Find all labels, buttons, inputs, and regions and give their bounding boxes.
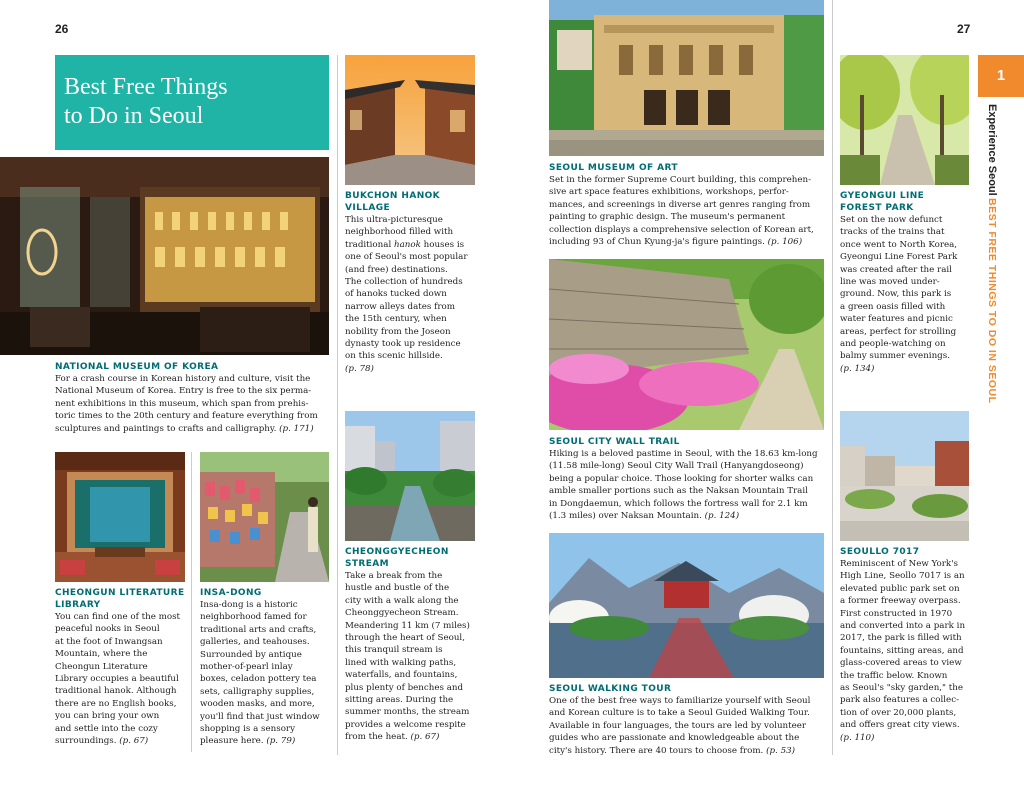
entry-heading: STREAM (345, 559, 390, 569)
entry-heading: VILLAGE (345, 203, 391, 213)
entry-line: on this scenic hillside. (345, 351, 443, 362)
entry-line: collection displays a comprehensive selection of Korean art, (549, 224, 814, 235)
entry-line: provides a welcome respite (345, 719, 466, 730)
entry-line: One of the best free ways to familiarize yourself with Seoul (549, 696, 811, 706)
entry-line: nent exhibitions in this museum, which span from prehis- (55, 398, 309, 409)
page-reference: (p. 53) (766, 745, 796, 756)
entry-line: mother-of-pearl inlay (200, 662, 293, 673)
entry-line: sets, calligraphy supplies, (200, 686, 315, 697)
entry-cheonggyecheon (345, 546, 480, 744)
entry-line: peaceful nooks in Seoul (55, 624, 160, 635)
entry-line: Set in the former Supreme Court building, this comprehen- (549, 175, 812, 185)
entry-line: The collection of hundreds (345, 277, 463, 288)
entry-line: balmy summer evenings. (840, 351, 950, 362)
entry-line: narrow alleys dates from (345, 301, 455, 312)
cheonggyecheon-photo (345, 411, 475, 541)
entry-text: including 93 of Chun Kyung-ja's figure paintings. (549, 237, 765, 248)
entry-cheongun-library (55, 587, 190, 747)
entry-line: (11.58 mile-long) Seoul City Wall Trail (Hanyangdoseong) (549, 461, 804, 472)
entry-walking-tour (549, 683, 829, 757)
entry-line: you'll find that just window (200, 711, 320, 722)
insadong-photo (200, 452, 329, 582)
page-reference: (p. 67) (410, 732, 440, 743)
bukchon-photo (345, 55, 475, 185)
entry-line: toric times to the 20th century and feature everything from (55, 411, 318, 422)
entry-city-wall (549, 436, 829, 522)
entry-heading: LIBRARY (55, 600, 101, 610)
entry-line: You can find one of the most (55, 612, 181, 622)
entry-line: Hiking is a beloved pastime in Seoul, with the 18.63 km-long (549, 449, 818, 459)
entry-line: Meandering 11 km (7 miles) (345, 620, 470, 631)
entry-line: dynasty took up residence (345, 339, 461, 350)
entry-heading: FOREST PARK (840, 203, 914, 213)
entry-line: For a crash course in Korean history and culture, visit the (55, 374, 311, 384)
entry-line: Library occupies a beautiful (55, 674, 179, 685)
entry-text: traditional (345, 239, 394, 250)
entry-line: nobility from the Joseon (345, 326, 451, 337)
entry-line: there are no English books, (55, 698, 177, 709)
column-divider (191, 452, 192, 752)
entry-heading: CHEONGGYECHEON (345, 547, 449, 557)
entry-line: hustle and bustle of the (345, 583, 450, 594)
entry-line: being a popular choice. Those looking for shorter walks can (549, 473, 814, 484)
entry-heading: CHEONGUN LITERATURE (55, 588, 185, 598)
national-museum-photo (0, 157, 329, 355)
entry-line (345, 731, 480, 743)
page-reference: (p. 79) (266, 736, 296, 747)
walking-tour-photo (549, 533, 824, 678)
entry-line: Cheonggyecheon Stream. (345, 608, 459, 619)
entry-line: Surrounded by antique (200, 649, 302, 660)
chapter-number: 1 (996, 67, 1006, 84)
entry-line: the 15th century, when (345, 314, 447, 325)
page-reference: (p. 110) (840, 732, 875, 743)
entry-line: 2017, the park is filled with (840, 633, 962, 644)
entry-line: fountains, sitting areas, and (840, 645, 964, 656)
entry-text: city's history. There are 40 tours to choose from. (549, 745, 764, 756)
entry-line: the traffic below. Known (840, 670, 948, 681)
entry-line: of hanoks tucked down (345, 289, 447, 300)
entry-line: (and free) destinations. (345, 264, 448, 275)
entry-line: National Museum of Korea. Entry is free to the six perma- (55, 386, 312, 397)
entry-national-museum (55, 361, 335, 435)
entry-line: traditional hanok. Although (55, 686, 177, 697)
entry-line: this tranquil stream is (345, 645, 443, 656)
entry-line: tion of over 20,000 plants, (840, 707, 957, 718)
entry-line: elevated public park set on (840, 583, 960, 594)
entry-text: from the heat. (345, 732, 408, 743)
entry-line: traditional arts and crafts, (200, 624, 317, 635)
entry-line (549, 236, 829, 248)
entry-line: Mountain, where the (55, 649, 148, 660)
subsection-running-head (980, 198, 1000, 404)
page-reference: (p. 124) (704, 511, 740, 522)
entry-line: High Line, Seollo 7017 is an (840, 571, 965, 582)
entry-line: once went to North Korea, (840, 239, 958, 250)
city-wall-photo (549, 259, 824, 430)
section-title-line-2: to Do in Seoul (64, 103, 204, 129)
page-reference: (p. 78) (345, 363, 374, 374)
entry-line: one of Seoul's most popular (345, 252, 468, 263)
section-title-line-1: Best Free Things (64, 74, 228, 100)
entry-line: was created after the rail (840, 264, 952, 275)
seoullo-photo (840, 411, 969, 541)
entry-emphasis: hanok (393, 239, 421, 250)
entry-insadong (200, 587, 335, 748)
page-reference: (p. 171) (279, 423, 314, 434)
entry-bukchon (345, 190, 480, 375)
entry-line: park also features a collec- (840, 695, 959, 706)
entry-line: glass-covered areas to view (840, 658, 962, 669)
entry-line: Set on the now defunct (840, 215, 943, 225)
entry-seoullo (840, 546, 975, 744)
entry-heading: SEOUL WALKING TOUR (549, 684, 672, 694)
entry-line: and converted into a park in (840, 621, 966, 632)
entry-line: neighborhood filled with (345, 227, 454, 238)
entry-line: Gyeongui Line Forest Park (840, 252, 958, 263)
entry-line: Reminiscent of New York's (840, 559, 959, 569)
column-divider (832, 0, 833, 755)
page-reference: (p. 134) (840, 363, 875, 374)
entry-line: and settle into the cozy (55, 723, 158, 734)
section-running-head (980, 104, 1000, 194)
section-title-box (55, 55, 329, 150)
entry-line: ground. Now, this park is (840, 289, 952, 300)
entry-line: wooden masks, and more, (200, 699, 315, 710)
entry-line: you can bring your own (55, 711, 160, 722)
page-number-right: 27 (957, 22, 971, 36)
gyeongui-photo (840, 55, 969, 185)
entry-line: waterfalls, and fountains, (345, 670, 458, 681)
entry-line: through the heart of Seoul, (345, 633, 465, 644)
entry-text: surroundings. (55, 736, 117, 747)
entry-line: sitting areas. During the (345, 695, 454, 706)
entry-line: tracks of the trains that (840, 227, 945, 238)
entry-line (200, 735, 335, 747)
entry-line (549, 745, 829, 757)
entry-line: boxes, celadon pottery tea (200, 674, 317, 685)
museum-of-art-photo (549, 0, 824, 156)
entry-line: lined with walking paths, (345, 657, 457, 668)
entry-line: line was moved under- (840, 277, 940, 288)
entry-line: and offers great city views. (840, 720, 960, 731)
section-name: Experience Seoul (986, 104, 998, 196)
entry-line: First constructed in 1970 (840, 608, 953, 619)
page-reference: (p. 106) (767, 237, 803, 248)
entry-line: a former freeway overpass. (840, 596, 961, 607)
entry-line (549, 510, 829, 522)
page-number-left: 26 (55, 22, 69, 36)
entry-line: summer months, the stream (345, 707, 470, 718)
entry-line: in Dongdaemun, which follows the fortress wall for 2.1 km (549, 498, 808, 509)
entry-line: galleries, and teahouses. (200, 637, 310, 648)
column-divider (337, 55, 338, 755)
entry-line (55, 735, 190, 747)
entry-line: at the foot of Inwangsan (55, 636, 163, 647)
entry-line: Take a break from the (345, 571, 443, 581)
entry-heading: GYEONGUI LINE (840, 191, 925, 201)
entry-line: sive art space features exhibitions, workshops, perfor- (549, 187, 789, 198)
entry-museum-of-art (549, 162, 829, 248)
entry-heading: INSA-DONG (200, 588, 262, 598)
entry-line: and people-watching on (840, 339, 946, 350)
entry-line: areas, perfect for strolling (840, 326, 957, 337)
entry-line (345, 239, 480, 251)
entry-heading: SEOULLO 7017 (840, 547, 920, 557)
entry-line: and Korean culture is to take a Seoul Guided Walking Tour. (549, 708, 810, 719)
entry-text: sculptures and paintings to crafts and calligraphy. (55, 423, 277, 434)
chapter-tab (978, 55, 1024, 97)
entry-line: shopping is a sensory (200, 724, 295, 735)
subsection-name: BEST FREE THINGS TO DO IN SEOUL (986, 198, 998, 404)
entry-line: Available in four languages, the tours are led by volunteer (549, 720, 807, 731)
entry-line: city with a walk along the (345, 595, 459, 606)
entry-heading: BUKCHON HANOK (345, 191, 441, 201)
entry-line: water features and picnic (840, 314, 953, 325)
entry-heading: SEOUL CITY WALL TRAIL (549, 437, 680, 447)
entry-gyeongui (840, 190, 975, 375)
entry-line: This ultra-picturesque (345, 215, 443, 225)
entry-line: plus plenty of benches and (345, 682, 464, 693)
entry-line: neighborhood famed for (200, 612, 307, 623)
entry-line: Cheongun Literature (55, 661, 148, 672)
entry-line: a green oasis filled with (840, 301, 946, 312)
entry-heading: SEOUL MUSEUM OF ART (549, 163, 678, 173)
entry-line: painting to graphic design. The museum's permanent (549, 212, 786, 223)
entry-heading: NATIONAL MUSEUM OF KOREA (55, 362, 219, 372)
cheongun-library-photo (55, 452, 185, 582)
entry-text: pleasure here. (200, 736, 264, 747)
entry-text: houses is (420, 239, 465, 250)
page-reference: (p. 67) (119, 736, 149, 747)
entry-line: Insa-dong is a historic (200, 600, 298, 610)
entry-line: as Seoul's "sky garden," the (840, 683, 964, 694)
entry-line: amble smaller portions such as the Naksan Mountain Trail (549, 486, 808, 497)
entry-text: (1.3 miles) over Naksan Mountain. (549, 511, 702, 522)
entry-line: guides who are passionate and knowledgeable about the (549, 733, 800, 744)
entry-line (55, 423, 335, 435)
entry-line: mances, and screenings in diverse art genres ranging from (549, 199, 811, 210)
